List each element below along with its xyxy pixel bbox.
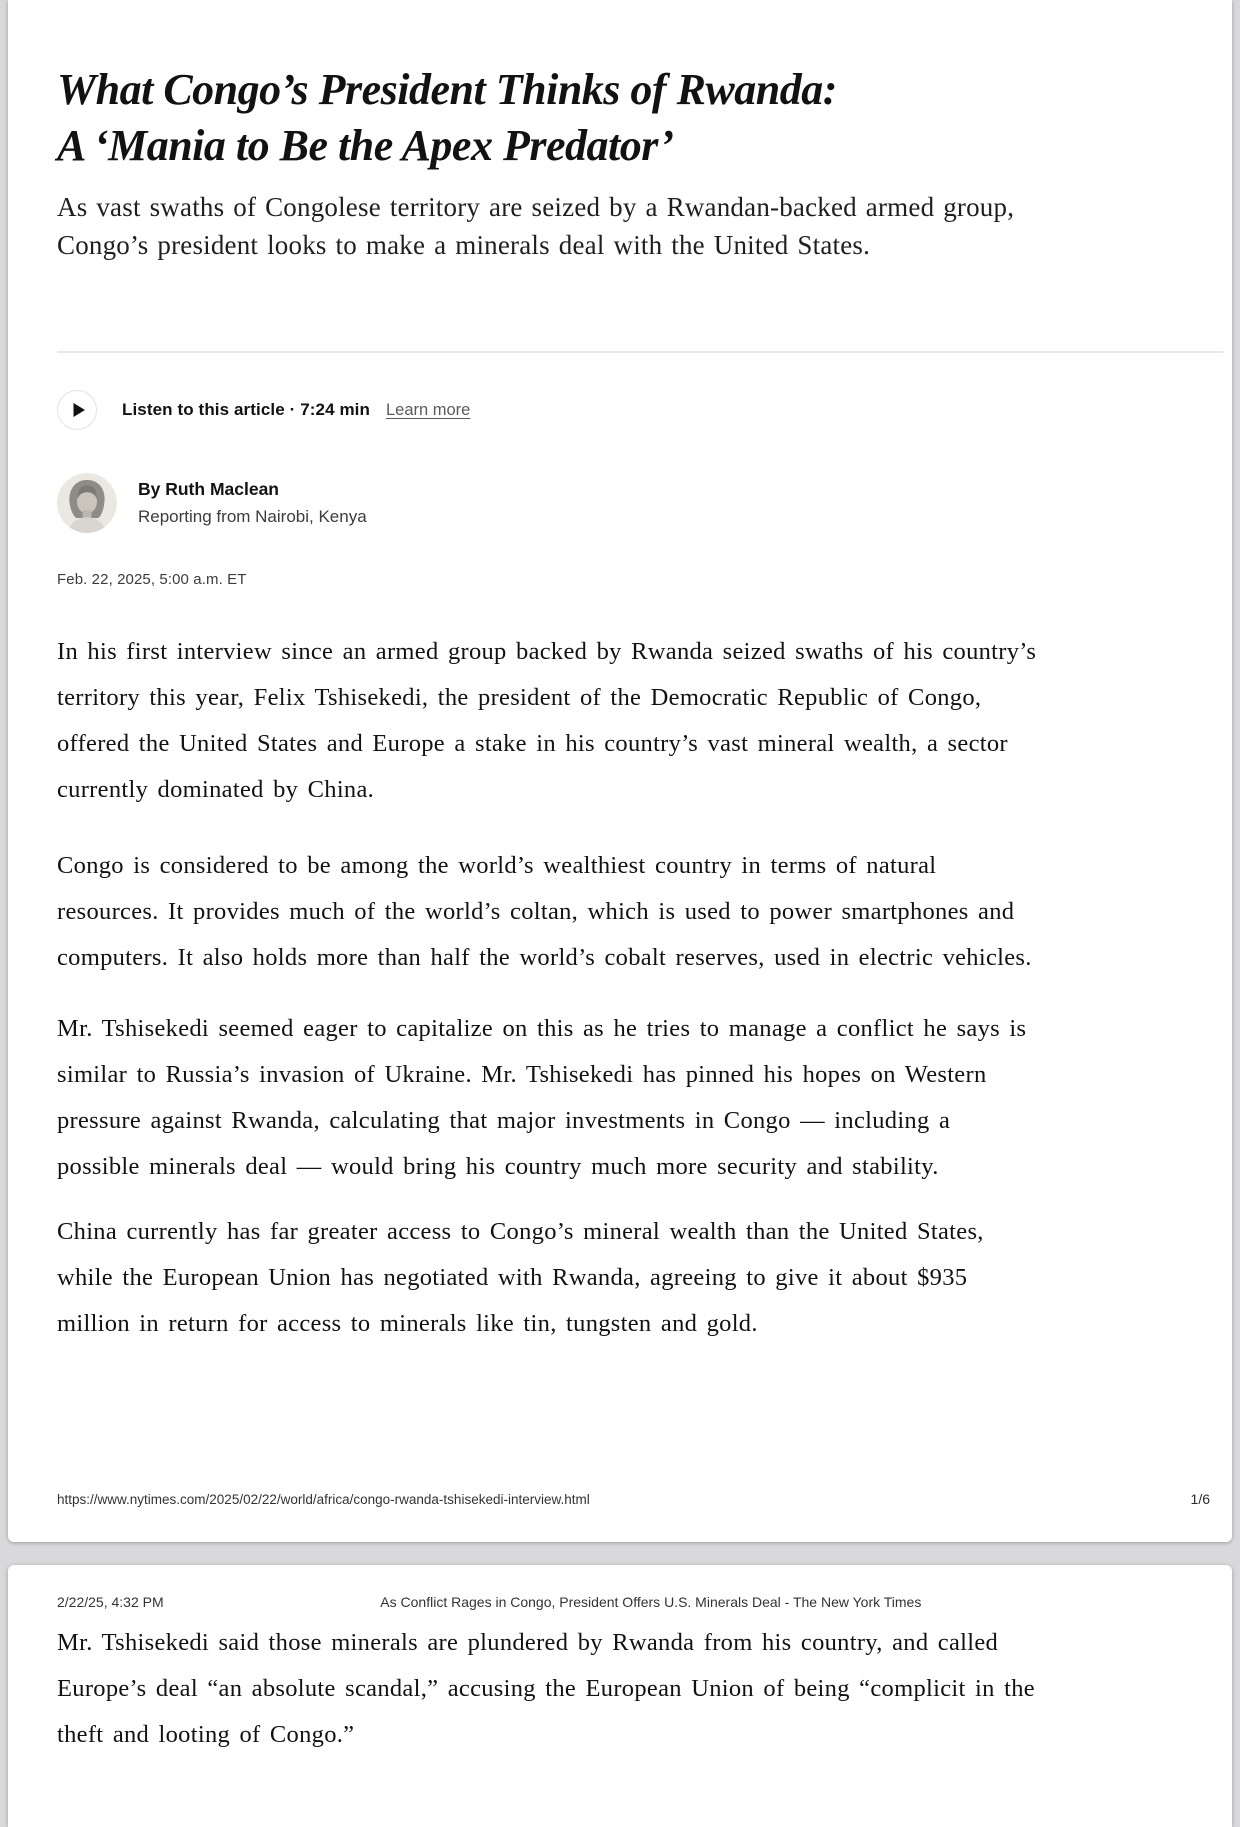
article-body [57,629,1042,1347]
author-name: By Ruth Maclean [138,479,279,499]
headline-line-1: What Congo’s President Thinks of Rwanda: [57,65,837,114]
listen-label: Listen to this article · 7:24 min [122,400,370,419]
article-page-2 [8,1565,1232,1827]
headline-line-2: A ‘Mania to Be the Apex Predator’ [57,121,674,170]
print-document-title: As Conflict Rages in Congo, President Offers U.S. Minerals Deal - The New York Times [380,1594,922,1610]
listen-widget [57,390,1042,430]
body-paragraph: Congo is considered to be among the world’s wealthiest country in terms of natural resources. It provides much of the world’s coltan, which is used to power smartphones and computers. It also holds more than half the world’s cobalt reserves, used in electric vehicles. [57,852,1032,971]
byline-text [138,473,367,530]
byline [57,473,1042,533]
article-page-1 [8,0,1232,1542]
publish-dateline: Feb. 22, 2025, 5:00 a.m. ET [57,571,247,588]
section-divider [57,351,1224,353]
play-icon [72,402,86,418]
body-paragraph: Mr. Tshisekedi seemed eager to capitalize on this as he tries to manage a conflict he says is similar to Russia’s invasion of Ukraine. Mr. Tshisekedi has pinned his hopes on Western pressure against Rwanda, calculating that major investments in Congo — including a possible minerals deal — would bring his country much more security and stability. [57,1015,1027,1180]
source-url: https://www.nytimes.com/2025/02/22/world/africa/congo-rwanda-tshisekedi-interview.html [57,1492,590,1507]
article-headline [57,0,1042,174]
article-body-continued [57,1620,1042,1758]
article-column [57,0,1042,264]
author-role: Reporting from Nairobi, Kenya [138,507,367,526]
article-summary: As vast swaths of Congolese territory are seized by a Rwandan-backed armed group, Congo’s president looks to make a minerals deal with the United States. [57,192,1015,260]
body-paragraph: In his first interview since an armed group backed by Rwanda seized swaths of his country’s territory this year, Felix Tshisekedi, the president of the Democratic Republic of Congo, offered the United States and Europe a stake in his country’s vast mineral wealth, a sector currently dominated by China. [57,638,1037,803]
learn-more-link[interactable]: Learn more [385,400,471,419]
print-datetime: 2/22/25, 4:32 PM [57,1594,164,1610]
author-avatar [57,473,117,533]
body-paragraph: Mr. Tshisekedi said those minerals are plundered by Rwanda from his country, and called Europe’s deal “an absolute scandal,” accusing the European Union of being “complicit in the theft and looting of Congo.” [57,1629,1035,1748]
print-footer [8,1491,1232,1508]
play-button[interactable] [57,390,97,430]
print-header [8,1565,1232,1611]
page-indicator: 1/6 [1190,1491,1210,1507]
body-paragraph: China currently has far greater access to Congo’s mineral wealth than the United States, while the European Union has negotiated with Rwanda, agreeing to give it about $935 million in return for access to minerals like tin, tungsten and gold. [57,1218,984,1337]
